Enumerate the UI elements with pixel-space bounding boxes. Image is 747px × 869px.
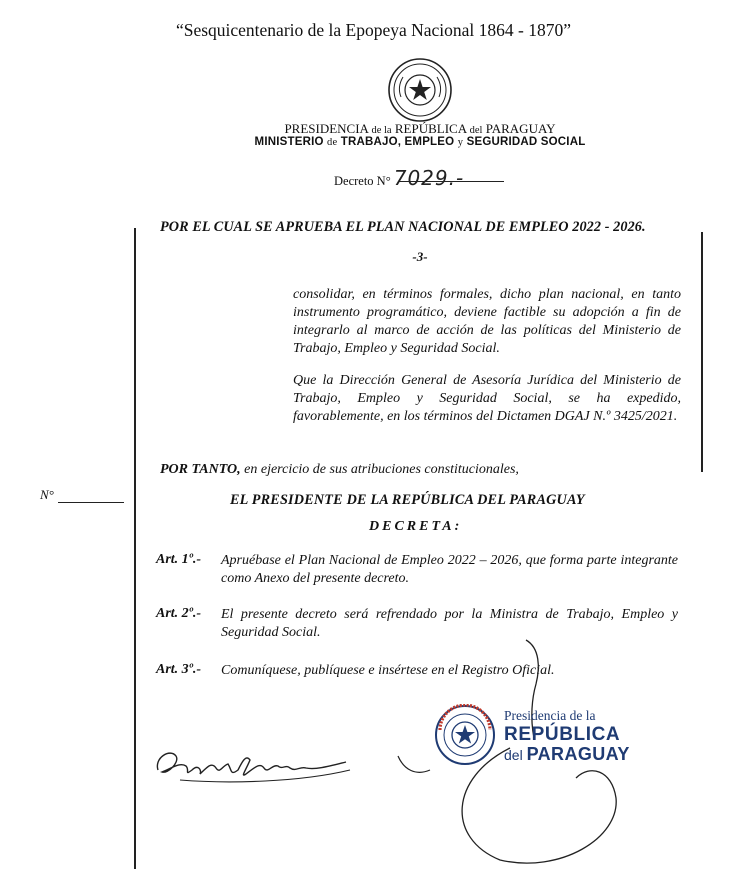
article-2-label: Art. 2º.- — [156, 606, 202, 621]
article-2-text: El presente decreto será refrendado por la Ministra de Trabajo, Empleo y Seguridad Social. — [221, 607, 678, 640]
article-1-label: Art. 1º.- — [156, 552, 202, 567]
considering-paragraph-1: consolidar, en términos formales, dicho plan nacional, en tanto instrumento programático, deviene factible su adopción a fin de integrarlo al marco de acción de las políticas del Ministerio de Trabajo, Empleo y Seguridad Social. — [293, 287, 681, 356]
presidency-logo-text — [504, 709, 630, 763]
left-margin-line — [134, 228, 136, 869]
logo-line-3: del PARAGUAY — [504, 743, 630, 764]
article-3-text: Comuníquese, publíquese e insértese en el Registro Oficial. — [221, 663, 555, 678]
decree-label: Decreto N° — [334, 174, 391, 188]
por-tanto-line: POR TANTO, en ejercicio de sus atribuciones constitucionales, — [160, 462, 519, 477]
president-line: EL PRESIDENTE DE LA REPÚBLICA DEL PARAGUAY — [230, 492, 585, 508]
national-seal-icon — [387, 57, 453, 123]
page-number: -3- — [412, 249, 428, 264]
right-margin-line — [701, 232, 703, 472]
considering-paragraph-2: Que la Dirección General de Asesoría Jurídica del Ministerio de Trabajo, Empleo y Seguridad Social, se ha expedido, favorablemente, en los términos del Dictamen DGAJ N.º 3425/2021. — [293, 373, 681, 424]
decreta-heading: DECRETA: — [369, 519, 463, 534]
margin-number-label: N° — [40, 487, 54, 502]
decree-headline: POR EL CUAL SE APRUEBA EL PLAN NACIONAL DE EMPLEO 2022 - 2026. — [160, 219, 646, 235]
decree-number-handwritten: 7029.- — [393, 166, 465, 190]
article-1-text: Apruébase el Plan Nacional de Empleo 2022 – 2026, que forma parte integrante como Anexo del presente decreto. — [221, 553, 678, 586]
logo-line-2: REPÚBLICA — [504, 723, 621, 745]
header-motto: “Sesquicentenario de la Epopeya Nacional 1864 - 1870” — [175, 20, 572, 40]
logo-line-1: Presidencia de la — [504, 708, 596, 723]
decree-number — [334, 166, 464, 190]
presidency-title: PRESIDENCIA de la REPÚBLICA del PARAGUAY — [284, 121, 556, 136]
article-3-label: Art. 3º.- — [156, 662, 202, 677]
presidency-logo-seal-icon — [434, 704, 496, 766]
signature-left — [150, 740, 360, 788]
ministry-title: MINISTERIO de TRABAJO, EMPLEO y SEGURIDAD SOCIAL — [254, 136, 586, 148]
margin-number-line — [58, 502, 124, 503]
decree-number-underline — [398, 181, 504, 182]
